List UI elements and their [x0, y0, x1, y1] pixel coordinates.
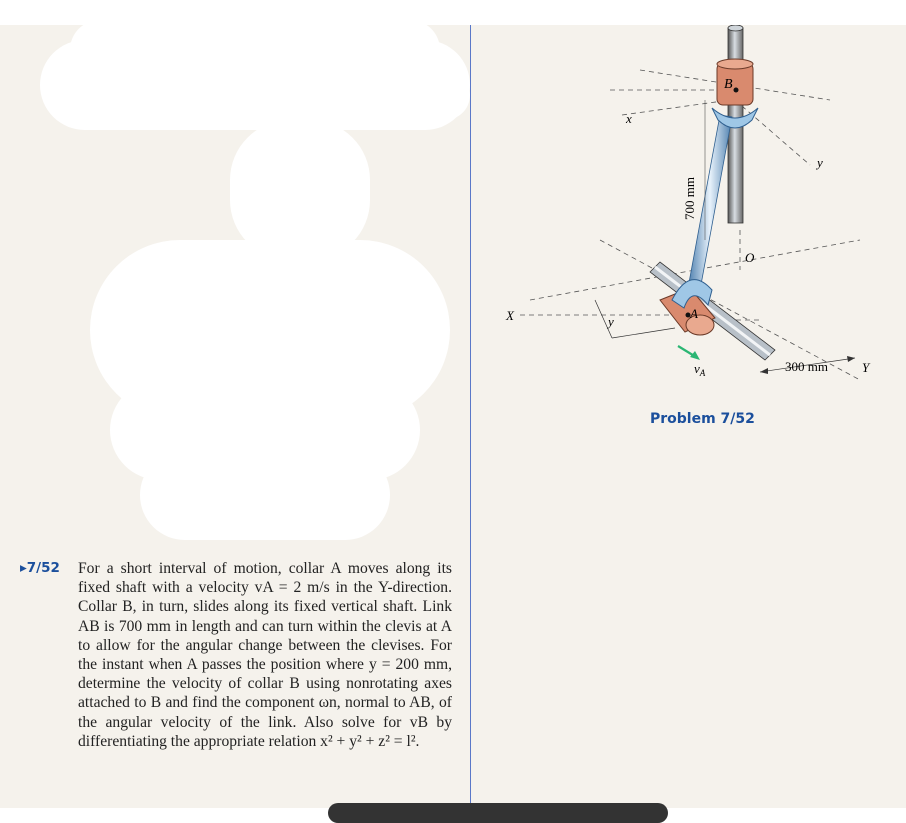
label-x-axis: X	[506, 308, 514, 323]
label-y-axis: Y	[862, 360, 870, 375]
label-300mm: 300 mm	[785, 359, 828, 374]
bottom-overlay-bar	[328, 803, 668, 823]
problem-number: ▸7/52	[20, 560, 60, 576]
problem-text: For a short interval of motion, collar A moves along its fixed shaft with a velocity vA = 2 m/s in the Y-direction. Collar B, in turn, slides along its fixed vertical shaft. Link AB is 700 mm in length and can turn within the clevis at A to allow for the angular change between the clevises. For the instant when A passes the position where y = 200 mm, determine the velocity of collar B using nonrotating axes attached to B and find the component ωn, normal to AB, of the angular velocity of the link. Also solve for vB by differentiating the appropriate relation x² + y² + z² = l².	[78, 560, 452, 750]
label-velocity: $v_A$	[694, 361, 706, 378]
problem-statement	[20, 559, 452, 751]
dimension-y-lower	[595, 300, 675, 338]
label-700mm: 700 mm	[682, 177, 697, 220]
figure-caption: Problem 7/52	[650, 411, 755, 427]
figure-diagram	[490, 25, 906, 425]
label-o: O	[745, 250, 755, 265]
column-divider	[470, 25, 471, 808]
label-b: B	[724, 77, 733, 92]
construction-lines	[520, 70, 860, 380]
label-y-lower: y	[608, 314, 614, 329]
collar-b	[712, 59, 758, 128]
label-x: x	[626, 111, 632, 126]
label-a: A	[690, 306, 698, 321]
label-y-upper: y	[817, 155, 823, 170]
